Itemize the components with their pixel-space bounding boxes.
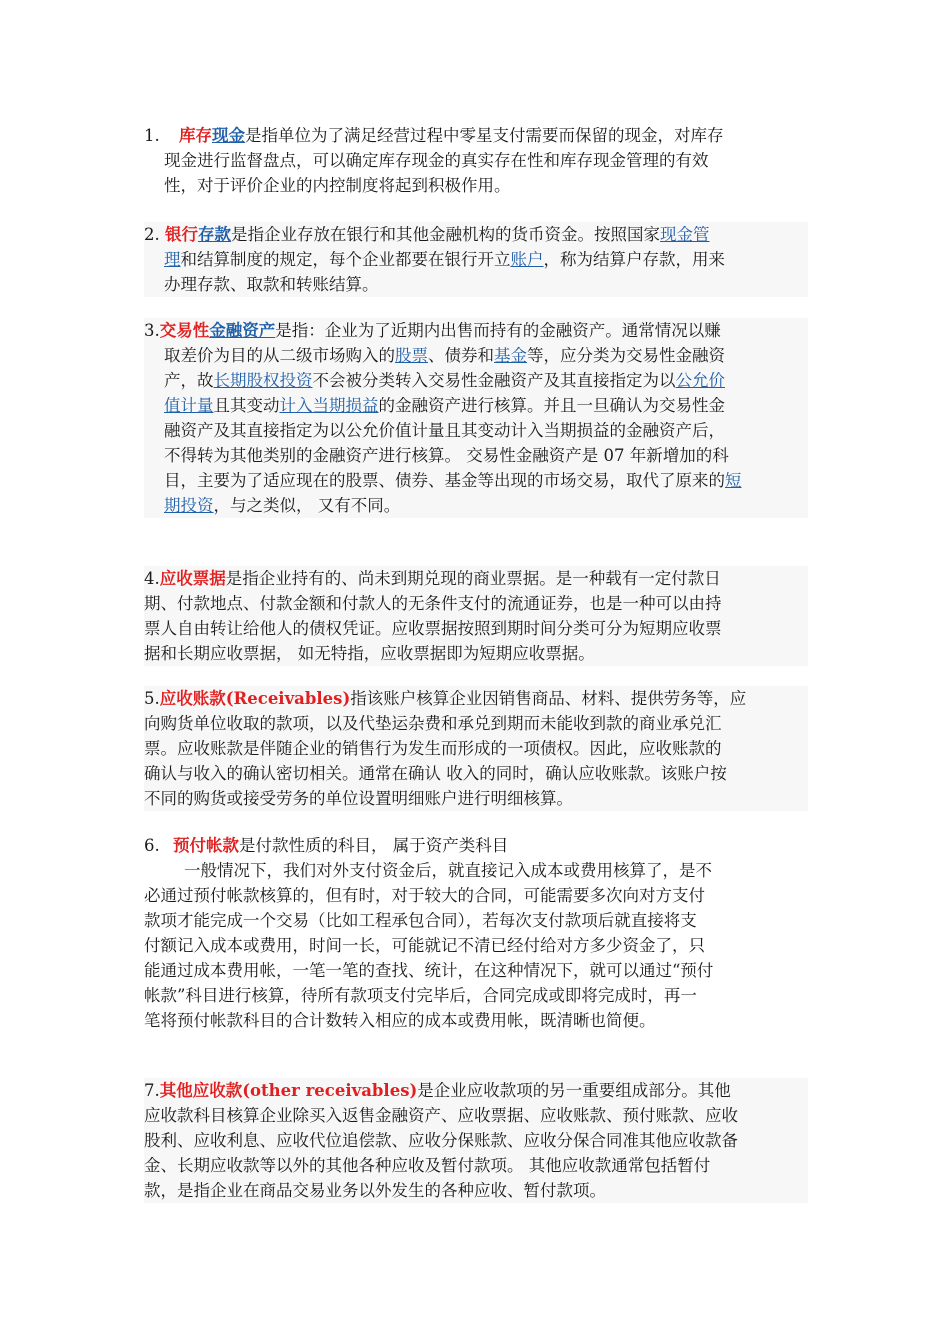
text-line: ，称为结算户存款，用来	[543, 250, 725, 269]
term-highlight: 银行	[165, 225, 198, 244]
link-account[interactable]: 账户	[510, 250, 544, 269]
term-highlight: 应收票据	[159, 569, 226, 588]
text-line: 应收款科目核算企业除买入返售金融资产、应收票据、应收账款、预付账款、应收	[144, 1106, 738, 1125]
text-line: 等，应分类为交易性金融资	[527, 346, 725, 365]
text-line: 指该账户核算企业因销售商品、材料、提供劳务等，应	[350, 689, 747, 708]
text-line: 是指单位为了满足经营过程中零星支付需要而保留的现金，对库存	[245, 126, 724, 145]
text-line: 金、长期应收款等以外的其他各种应收及暂付款项。 其他应收款通常包括暂付	[144, 1156, 711, 1175]
text-line: 目，主要为了适应现在的股票、债券、基金等出现的市场交易，取代了原来的	[164, 471, 725, 490]
link-long-term-equity[interactable]: 长期股权投资	[213, 371, 313, 390]
text-line: 、债券和	[428, 346, 494, 365]
text-line: 股利、应收利息、应收代位追偿款、应收分保账款、应收分保合同准其他应收款备	[144, 1131, 738, 1150]
text-line: 和结算制度的规定，每个企业都要在银行开立	[180, 250, 511, 269]
item-number: 4.	[144, 569, 160, 588]
text-line: 笔将预付帐款科目的合计数转入相应的成本或费用帐，既清晰也简便。	[144, 1011, 656, 1030]
link-stock[interactable]: 股票	[395, 346, 428, 365]
item-notes-receivable	[144, 566, 808, 666]
text-line: 付额记入成本或费用，时间一长，可能就记不清已经付给对方多少资金了，只	[144, 936, 705, 955]
item-cash-on-hand	[144, 123, 808, 198]
text-line: 的金融资产进行核算。并且一旦确认为交易性金	[378, 396, 725, 415]
link-fund[interactable]: 基金	[494, 346, 527, 365]
text-line: 帐款”科目进行核算，待所有款项支付完毕后，合同完成或即将完成时，再一	[144, 986, 697, 1005]
link-fair-value[interactable]: 公允价	[675, 371, 725, 390]
text-line: 确认与收入的确认密切相关。通常在确认 收入的同时，确认应收账款。该账户按	[144, 764, 727, 783]
text-line: 办理存款、取款和转账结算。	[164, 275, 379, 294]
text-line: 据和长期应收票据， 如无特指，应收票据即为短期应收票据。	[144, 644, 595, 663]
text-line: 性，对于评价企业的内控制度将起到积极作用。	[164, 176, 511, 195]
text-line: 取差价为目的从二级市场购入的	[164, 346, 395, 365]
term-link-financial-assets[interactable]: 金融资产	[209, 321, 276, 340]
text-line: 且其变动	[213, 396, 280, 415]
text-line: 期、付款地点、付款金额和付款人的无条件支付的流通证券，也是一种可以由持	[144, 594, 722, 613]
text-line: 现金进行监督盘点，可以确定库存现金的真实存在性和库存现金管理的有效	[164, 151, 709, 170]
term-link-deposit[interactable]: 存款	[198, 225, 231, 244]
item-number: 6.	[144, 836, 160, 855]
text-line: 不同的购货或接受劳务的单位设置明细账户进行明细核算。	[144, 789, 573, 808]
text-line: 不会被分类转入交易性金融资产及其直接指定为以	[312, 371, 676, 390]
term-highlight: 库存	[179, 126, 212, 145]
text-line: 票人自由转让给他人的债权凭证。应收票据按照到期时间分类可分为短期应收票	[144, 619, 722, 638]
text-line: 产，故	[164, 371, 214, 390]
term-highlight: 交易性	[159, 321, 210, 340]
text-line: 一般情况下，我们对外支付资金后，就直接记入成本或费用核算了，是不	[184, 861, 712, 880]
term-highlight: 预付帐款	[173, 836, 239, 855]
text-line: 是指企业持有的、尚未到期兑现的商业票据。是一种载有一定付款日	[225, 569, 721, 588]
item-prepayments	[144, 833, 808, 1033]
term-link-cash[interactable]: 现金	[212, 126, 245, 145]
text-line: 融资产及其直接指定为以公允价值计量且其变动计入当期损益的金融资产后，	[164, 421, 725, 440]
item-number: 3.	[144, 321, 160, 340]
item-bank-deposit	[144, 222, 808, 297]
link-cash-management[interactable]: 现金管	[660, 225, 710, 244]
item-trading-financial-assets	[144, 318, 808, 518]
text-line: ，与之类似， 又有不同。	[213, 496, 401, 515]
item-number: 5.	[144, 689, 160, 708]
term-highlight: 其他应收款(other receivables)	[159, 1081, 418, 1100]
text-line: 不得转为其他类别的金融资产进行核算。 交易性金融资产是 07 年新增加的科	[164, 446, 729, 465]
term-highlight: 应收账款(Receivables)	[159, 689, 351, 708]
link-profit-loss[interactable]: 计入当期损益	[279, 396, 379, 415]
text-line: 必通过预付帐款核算的，但有时，对于较大的合同，可能需要多次向对方支付	[144, 886, 705, 905]
text-line: 票。应收账款是伴随企业的销售行为发生而形成的一项债权。因此，应收账款的	[144, 739, 722, 758]
text-line: 向购货单位收取的款项，以及代垫运杂费和承兑到期而未能收到款的商业承兑汇	[144, 714, 722, 733]
text-line: 是企业应收款项的另一重要组成部分。其他	[417, 1081, 731, 1100]
item-accounts-receivable	[144, 686, 808, 811]
text-line: 款项才能完成一个交易（比如工程承包合同），若每次支付款项后就直接将支	[144, 911, 697, 930]
link-fair-value[interactable]: 值计量	[164, 396, 214, 415]
item-other-receivables	[144, 1078, 808, 1203]
link-cash-management[interactable]: 理	[164, 250, 181, 269]
text-line: 能通过成本费用帐，一笔一笔的查找、统计，在这种情况下，就可以通过“预付	[144, 961, 714, 980]
text-line: 是付款性质的科目， 属于资产类科目	[239, 836, 509, 855]
item-number: 7.	[144, 1081, 160, 1100]
text-line: 款，是指企业在商品交易业务以外发生的各种应收、暂付款项。	[144, 1181, 606, 1200]
text-line: 是指企业存放在银行和其他金融机构的货币资金。按照国家	[231, 225, 660, 244]
link-short-term-investment[interactable]: 短	[725, 471, 742, 490]
item-number: 2.	[144, 225, 160, 244]
text-line: 是指：企业为了近期内出售而持有的金融资产。通常情况以赚	[275, 321, 721, 340]
link-short-term-investment[interactable]: 期投资	[164, 496, 214, 515]
item-number: 1.	[144, 126, 160, 145]
